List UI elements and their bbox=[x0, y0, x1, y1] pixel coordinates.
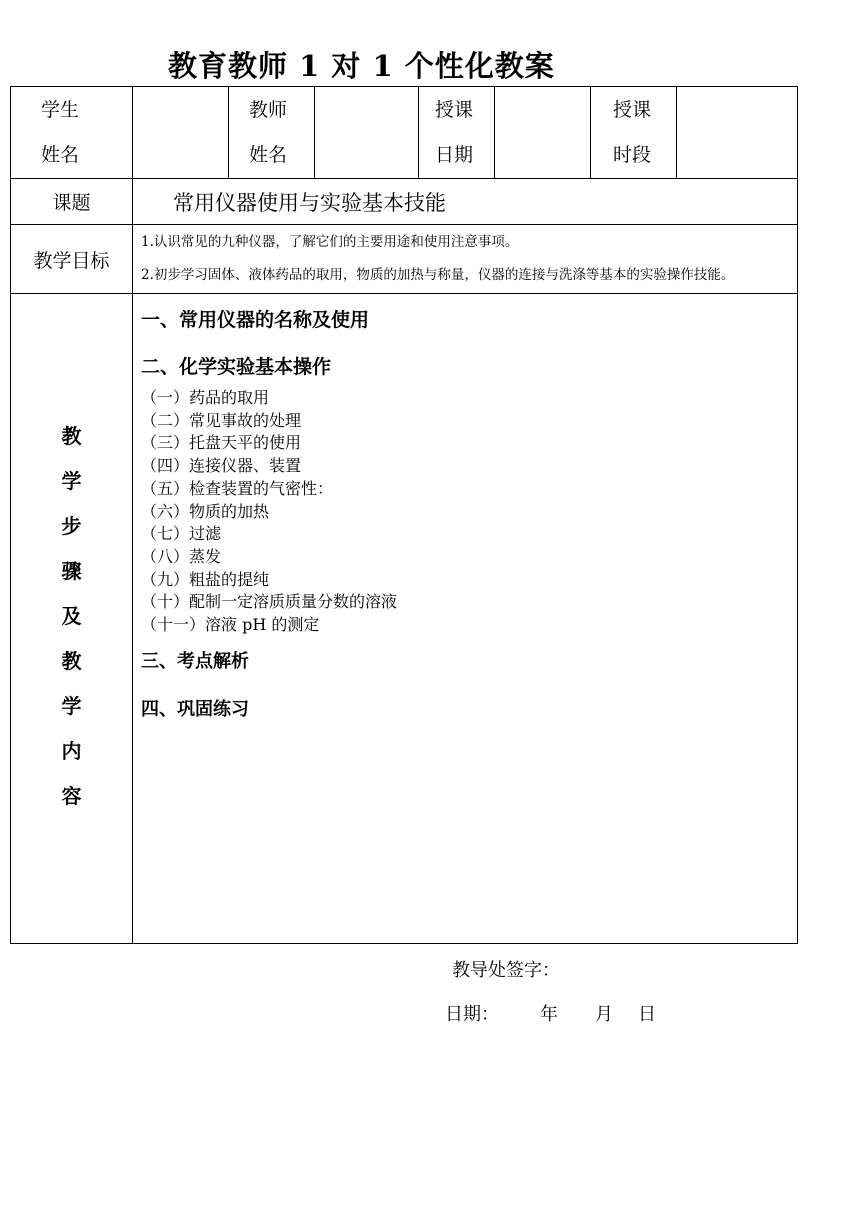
goals-cell bbox=[133, 225, 798, 294]
goals-label: 教学目标 bbox=[11, 225, 133, 294]
student-name-label: 学生 姓名 bbox=[11, 87, 133, 179]
subsection-item: （八）蒸发 bbox=[141, 546, 222, 566]
subsection-item: （九）粗盐的提纯 bbox=[141, 569, 270, 589]
subsection-item: （四）连接仪器、装置 bbox=[141, 456, 302, 476]
lesson-date-label: 授课 日期 bbox=[419, 87, 495, 179]
goal-item: 2.初步学习固体、液体药品的取用，物质的加热与称量，仪器的连接与洗涤等基本的实验操作技能。 bbox=[141, 267, 735, 283]
lesson-period-label: 授课 时段 bbox=[591, 87, 677, 179]
date-day: 日 bbox=[638, 1004, 656, 1025]
section-heading: 四、巩固练习 bbox=[141, 698, 249, 720]
topic-value: 常用仪器使用与实验基本技能 bbox=[133, 179, 798, 225]
student-name-field[interactable] bbox=[133, 87, 229, 179]
lesson-date-field[interactable] bbox=[495, 87, 591, 179]
steps-label: 教 学 步 骤 及 教 学 内 容 bbox=[11, 294, 133, 944]
section-heading: 一、常用仪器的名称及使用 bbox=[141, 309, 370, 331]
lesson-period-field[interactable] bbox=[677, 87, 798, 179]
subsection-item: （六）物质的加热 bbox=[141, 501, 270, 521]
subsection-item: （二）常见事故的处理 bbox=[141, 410, 302, 430]
subsection-item: （十）配制一定溶质质量分数的溶液 bbox=[141, 592, 398, 612]
subsection-item: （三）托盘天平的使用 bbox=[141, 433, 302, 453]
dean-signature-label: 教导处签字： bbox=[452, 960, 560, 981]
date-year: 年 bbox=[540, 1004, 558, 1025]
document-title: 教育教师 1 对 1 个性化教案 bbox=[168, 49, 555, 83]
lesson-plan-table bbox=[10, 86, 798, 944]
subsection-item: （一）药品的取用 bbox=[141, 388, 270, 407]
subsection-item: （五）检查装置的气密性： bbox=[141, 478, 334, 498]
section-heading: 二、化学实验基本操作 bbox=[141, 356, 332, 378]
topic-label: 课题 bbox=[11, 179, 133, 225]
subsection-item: （七）过滤 bbox=[141, 524, 222, 544]
teacher-name-label: 教师 姓名 bbox=[229, 87, 315, 179]
subsection-item: （十一）溶液 pH 的测定 bbox=[141, 615, 320, 635]
steps-content bbox=[133, 294, 798, 944]
goal-item: 1.认识常见的九种仪器，了解它们的主要用途和使用注意事项。 bbox=[141, 234, 519, 250]
date-label: 日期： bbox=[445, 1004, 499, 1025]
teacher-name-field[interactable] bbox=[315, 87, 419, 179]
footer-date bbox=[445, 1000, 656, 1026]
section-heading: 三、考点解析 bbox=[141, 650, 249, 672]
date-month: 月 bbox=[595, 1004, 613, 1025]
